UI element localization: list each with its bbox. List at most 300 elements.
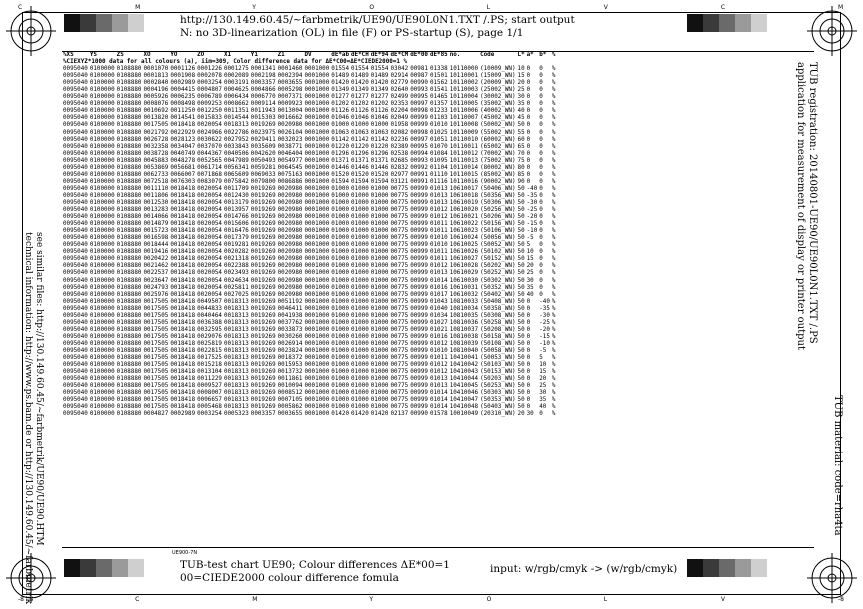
table-cell: 0100000: [89, 164, 115, 171]
table-cell: 0: [526, 129, 531, 136]
table-row: [62, 87, 556, 94]
table-cell: 0026104: [277, 129, 303, 136]
table-cell: %: [551, 256, 556, 263]
table-cell: 0095040: [63, 178, 88, 185]
table-cell: (35002_WN): [480, 101, 516, 108]
table-cell: 0095040: [63, 136, 88, 143]
column-header: Y1: [250, 52, 258, 58]
table-cell: 0100000: [89, 404, 115, 411]
table-row: [62, 221, 556, 228]
table-row: [62, 165, 556, 172]
table-cell: 0018418: [170, 122, 196, 129]
table-cell: 0095040: [63, 326, 88, 333]
table-cell: 0: [526, 347, 531, 354]
table-cell: 0108880: [116, 277, 142, 284]
table-cell: 0021792: [143, 129, 169, 136]
table-cell: 0095040: [63, 277, 88, 284]
table-cell: 0020054: [197, 291, 222, 298]
table-cell: 0017505: [143, 319, 169, 326]
table-cell: 01371: [351, 157, 369, 164]
table-cell: 01000: [331, 362, 350, 369]
table-cell: 00775: [390, 312, 409, 319]
gray-patch: [703, 559, 719, 577]
table-cell: 0004807: [197, 87, 222, 94]
table-cell: 0020422: [143, 256, 169, 263]
table-cell: (25002_WN): [480, 87, 516, 94]
table-cell: 0108880: [116, 256, 142, 263]
table-cell: 0018313: [223, 404, 249, 411]
table-cell: 0095040: [63, 362, 88, 369]
table-cell: 0095040: [63, 122, 88, 129]
table-cell: 50: [517, 305, 525, 312]
table-cell: 0018418: [170, 207, 196, 214]
table-cell: 00999: [410, 185, 428, 192]
table-cell: (50356_WN): [480, 192, 516, 199]
table-cell: 01000: [370, 333, 389, 340]
table-cell: 01013: [429, 376, 448, 383]
table-cell: 50: [517, 270, 525, 277]
table-cell: 01277: [351, 94, 369, 101]
table-cell: 15: [526, 256, 534, 263]
table-cell: 0: [539, 221, 543, 228]
table-cell: 0011806: [143, 192, 169, 199]
table-cell: 01011: [429, 228, 448, 235]
table-cell: 0108880: [116, 136, 142, 143]
table-cell: 03042: [390, 66, 409, 73]
gray-patch: [112, 559, 128, 577]
table-cell: 0095040: [63, 115, 88, 122]
table-cell: 0100000: [89, 73, 115, 80]
table-cell: 0108880: [116, 333, 142, 340]
table-cell: 0021462: [143, 263, 169, 270]
table-cell: 0018418: [170, 242, 196, 249]
table-cell: 00999: [410, 383, 428, 390]
table-cell: 0: [526, 66, 531, 73]
table-cell: 0108880: [116, 305, 142, 312]
table-cell: 0025976: [143, 291, 169, 298]
table-cell: %: [551, 390, 556, 397]
table-cell: 01013: [429, 270, 448, 277]
table-row: [62, 362, 556, 369]
table-cell: 01554: [351, 66, 369, 73]
table-cell: 10610020: [449, 207, 479, 214]
table-cell: 50: [517, 298, 525, 305]
table-row: [62, 66, 556, 73]
table-cell: 0020054: [197, 199, 222, 206]
table-cell: 00990: [410, 80, 428, 87]
table-cell: 90: [517, 178, 525, 185]
table-cell: 00999: [410, 277, 428, 284]
table-cell: 10110005: [449, 101, 479, 108]
table-cell: 00775: [390, 270, 409, 277]
table-cell: 10: [526, 249, 534, 256]
table-cell: 0009114: [250, 101, 276, 108]
table-cell: 0100000: [89, 291, 115, 298]
table-cell: 0019269: [250, 362, 276, 369]
table-cell: 0007371: [277, 94, 303, 101]
table-cell: 0001000: [304, 242, 330, 249]
table-cell: 35: [517, 101, 525, 108]
table-cell: 0100000: [89, 87, 115, 94]
footer-line-2: 00=CIEDE2000 colour difference fomula: [180, 572, 399, 584]
table-cell: 0019269: [250, 284, 276, 291]
table-cell: 00999: [410, 270, 428, 277]
tick-label: M: [838, 4, 844, 11]
table-cell: -20: [539, 326, 550, 333]
table-cell: 0100000: [89, 319, 115, 326]
gray-patch: [112, 14, 128, 32]
table-cell: 10110002: [449, 80, 479, 87]
table-cell: 0001000: [304, 136, 330, 143]
table-cell: 0006235: [170, 94, 196, 101]
table-cell: 0001000: [304, 129, 330, 136]
table-cell: 0020980: [277, 185, 303, 192]
table-cell: 01084: [429, 150, 448, 157]
table-cell: 00999: [410, 228, 428, 235]
table-cell: 50: [517, 199, 525, 206]
table-cell: %: [551, 249, 556, 256]
table-cell: 0018313: [223, 333, 249, 340]
table-cell: 0100000: [89, 185, 115, 192]
table-cell: -10: [539, 340, 550, 347]
table-cell: 0015723: [143, 228, 169, 235]
table-cell: 01000: [331, 319, 350, 326]
table-cell: 0020054: [197, 207, 222, 214]
column-header: dE*85: [429, 52, 448, 58]
table-cell: %: [551, 305, 556, 312]
table-cell: 0018418: [170, 192, 196, 199]
table-cell: 0020980: [277, 256, 303, 263]
table-cell: 0019269: [250, 221, 276, 228]
table-cell: 0: [539, 277, 543, 284]
table-cell: 50: [517, 249, 525, 256]
left-side-line-2: technical information: http://www.ps.bam.de or http://130.149.60.45/~farbmetrik: [23, 232, 33, 605]
table-cell: 0001000: [304, 390, 330, 397]
table-cell: 00999: [410, 369, 428, 376]
table-cell: -40: [539, 298, 550, 305]
table-cell: 01000: [351, 214, 369, 221]
table-cell: 0018418: [170, 312, 196, 319]
table-cell: 01000: [351, 242, 369, 249]
table-cell: 0001908: [170, 73, 196, 80]
table-cell: 0056341: [223, 164, 249, 171]
table-cell: 00775: [390, 192, 409, 199]
table-cell: (50403_WN): [480, 404, 516, 411]
footer-caption: [180, 559, 450, 585]
table-cell: 50: [517, 383, 525, 390]
table-cell: 01011: [429, 355, 448, 362]
table-cell: 01000: [370, 235, 389, 242]
table-cell: 10610024: [449, 235, 479, 242]
tick-label: -8: [18, 596, 24, 603]
table-cell: 0108880: [116, 242, 142, 249]
table-cell: 10610025: [449, 242, 479, 249]
table-cell: 0100000: [89, 383, 115, 390]
table-cell: 01000: [351, 319, 369, 326]
table-cell: 0018418: [170, 214, 196, 221]
table-cell: 01000: [351, 122, 369, 129]
table-cell: 50: [517, 376, 525, 383]
footer-line-1: TUB-test chart UE90; Colour differences ΔE*00=1: [180, 559, 450, 571]
table-cell: 0018313: [223, 319, 249, 326]
table-cell: (50153_WN): [480, 369, 516, 376]
table-cell: 0001000: [304, 122, 330, 129]
table-cell: 0: [526, 312, 531, 319]
table-cell: %: [551, 164, 556, 171]
table-cell: 0020054: [197, 249, 222, 256]
table-cell: (30002_WN): [480, 94, 516, 101]
table-cell: 0100000: [89, 376, 115, 383]
column-header: ZO: [197, 52, 205, 58]
table-cell: 01420: [331, 411, 350, 418]
gray-patch: [751, 14, 767, 32]
table-cell: 01000: [331, 298, 350, 305]
table-cell: 00775: [390, 291, 409, 298]
table-caption-row: [62, 59, 556, 66]
table-cell: 01000: [351, 235, 369, 242]
table-cell: 50: [517, 390, 525, 397]
table-cell: 0004625: [223, 87, 249, 94]
table-cell: %: [551, 171, 556, 178]
table-cell: 0017505: [143, 376, 169, 383]
table-cell: 01000: [370, 369, 389, 376]
table-cell: 0001000: [304, 298, 330, 305]
table-cell: 0001000: [304, 376, 330, 383]
table-cell: 01000: [370, 242, 389, 249]
table-cell: %: [551, 319, 556, 326]
registration-mark-top-right: [807, 6, 857, 56]
table-cell: 25: [539, 383, 547, 390]
table-cell: 0001000: [304, 164, 330, 171]
table-cell: 0017505: [143, 369, 169, 376]
table-row: [62, 320, 556, 327]
table-cell: 0108880: [116, 312, 142, 319]
table-cell: 0024966: [197, 129, 222, 136]
table-cell: 00999: [410, 312, 428, 319]
table-cell: %: [551, 277, 556, 284]
table-cell: 0: [526, 369, 531, 376]
tick-label: V: [720, 596, 725, 603]
table-cell: 0108880: [116, 87, 142, 94]
table-cell: 0108880: [116, 80, 142, 87]
table-cell: 01296: [370, 150, 389, 157]
table-cell: 0021318: [223, 256, 249, 263]
table-cell: 0001000: [304, 355, 330, 362]
table-cell: %: [551, 73, 556, 80]
table-cell: 00775: [390, 185, 409, 192]
table-cell: 10110007: [449, 115, 479, 122]
table-cell: 10110004: [449, 94, 479, 101]
table-cell: 00775: [390, 199, 409, 206]
table-cell: 0019269: [250, 347, 276, 354]
table-cell: 0095040: [63, 340, 88, 347]
table-cell: 01594: [351, 178, 369, 185]
table-cell: 0020054: [197, 277, 222, 284]
table-cell: 0095040: [63, 390, 88, 397]
column-header: a*: [526, 52, 534, 58]
table-cell: 0019269: [250, 404, 276, 411]
table-cell: 0042620: [250, 150, 276, 157]
table-cell: 0095040: [63, 235, 88, 242]
table-cell: 20: [539, 376, 547, 383]
table-cell: 15: [539, 369, 547, 376]
table-row: [62, 278, 556, 285]
table-cell: 01000: [351, 347, 369, 354]
table-cell: 01000: [370, 390, 389, 397]
table-cell: 0001000: [304, 87, 330, 94]
table-cell: 01012: [429, 362, 448, 369]
table-cell: 0018418: [170, 185, 196, 192]
table-cell: 01000: [370, 305, 389, 312]
table-cell: (50056_WN): [480, 235, 516, 242]
table-cell: 10410042: [449, 362, 479, 369]
table-cell: 0018418: [170, 221, 196, 228]
table-cell: 0: [539, 66, 543, 73]
table-row: [62, 101, 556, 108]
table-cell: 0: [539, 228, 543, 235]
table-cell: 0086886: [277, 178, 303, 185]
table-cell: 0: [539, 101, 543, 108]
table-cell: 0018418: [170, 347, 196, 354]
column-header: YS: [89, 52, 97, 58]
table-cell: 10410041: [449, 355, 479, 362]
table-cell: 0059281: [250, 164, 276, 171]
table-cell: 0018313: [223, 355, 249, 362]
table-cell: 0: [526, 376, 531, 383]
table-cell: 0: [526, 305, 531, 312]
table-cell: 0001000: [304, 362, 330, 369]
table-cell: 02353: [390, 101, 409, 108]
table-cell: 0100000: [89, 66, 115, 73]
table-cell: 01000: [370, 319, 389, 326]
table-cell: 60: [517, 136, 525, 143]
table-cell: 0019269: [250, 270, 276, 277]
table-cell: 01000: [331, 214, 350, 221]
table-cell: 01000: [351, 362, 369, 369]
table-cell: 01142: [370, 136, 389, 143]
table-cell: 01520: [370, 171, 389, 178]
table-cell: 0061714: [197, 164, 222, 171]
table-cell: 0003191: [223, 80, 249, 87]
tick-label: Y: [252, 4, 256, 11]
table-cell: 0018418: [170, 284, 196, 291]
table-cell: -10: [526, 228, 538, 235]
table-cell: 0019269: [250, 263, 276, 270]
table-cell: 10610030: [449, 277, 479, 284]
table-cell: 10410046: [449, 390, 479, 397]
table-cell: 01000: [351, 333, 369, 340]
table-row: [62, 397, 556, 404]
table-cell: 0035609: [250, 143, 276, 150]
table-cell: 0029411: [250, 136, 276, 143]
table-cell: 0014766: [223, 214, 249, 221]
table-cell: 0100000: [89, 115, 115, 122]
table-cell: 00775: [390, 249, 409, 256]
table-cell: %: [551, 326, 556, 333]
table-cell: 0014879: [143, 221, 169, 228]
table-cell: %: [551, 214, 556, 221]
table-cell: (50308_WN): [480, 312, 516, 319]
column-header: dE*ab: [331, 52, 350, 58]
table-cell: 01489: [370, 73, 389, 80]
table-cell: 00999: [410, 235, 428, 242]
table-cell: (50052_WN): [480, 242, 516, 249]
table-cell: 0095040: [63, 94, 88, 101]
table-cell: 10610028: [449, 263, 479, 270]
table-cell: 01040: [429, 305, 448, 312]
table-cell: 0002198: [250, 73, 276, 80]
table-cell: 0019269: [250, 199, 276, 206]
table-cell: 0: [539, 185, 543, 192]
table-cell: 0108880: [116, 108, 142, 115]
table-cell: 50: [517, 397, 525, 404]
table-cell: 40: [517, 108, 525, 115]
table-cell: 01000: [370, 291, 389, 298]
table-cell: 01958: [390, 122, 409, 129]
table-cell: 01233: [429, 108, 448, 115]
table-cell: 01017: [429, 291, 448, 298]
table-cell: 0018418: [170, 326, 196, 333]
table-cell: 50: [517, 185, 525, 192]
table-cell: 0001000: [304, 207, 330, 214]
table-cell: (50206_WN): [480, 214, 516, 221]
table-cell: 0108880: [116, 171, 142, 178]
table-cell: 0019416: [143, 249, 169, 256]
table-cell: 0037762: [277, 319, 303, 326]
table-cell: 0100000: [89, 249, 115, 256]
table-cell: 00775: [390, 319, 409, 326]
table-cell: 01578: [429, 411, 448, 418]
gray-patch: [80, 14, 96, 32]
table-cell: 10810040: [449, 347, 479, 354]
table-cell: 00999: [410, 284, 428, 291]
table-cell: 0034047: [170, 143, 196, 150]
gray-patch: [735, 559, 751, 577]
table-cell: 02082: [390, 129, 409, 136]
gray-patch: [64, 14, 80, 32]
table-cell: 00775: [390, 355, 409, 362]
table-cell: 30: [526, 411, 534, 418]
table-cell: 0020054: [197, 192, 222, 199]
tick-label: -8: [838, 596, 844, 603]
table-cell: 0009253: [197, 101, 222, 108]
table-cell: 0019269: [250, 312, 276, 319]
table-cell: 0001000: [304, 73, 330, 80]
table-cell: 01043: [429, 298, 448, 305]
table-cell: 00775: [390, 277, 409, 284]
table-cell: 0095040: [63, 298, 88, 305]
table-row: [62, 341, 556, 348]
table-cell: 0003357: [250, 411, 276, 418]
table-cell: 0016662: [277, 115, 303, 122]
table-cell: %: [551, 157, 556, 164]
table-cell: 0095040: [63, 263, 88, 270]
table-cell: 0108880: [116, 369, 142, 376]
table-cell: %: [551, 101, 556, 108]
table-cell: %: [551, 411, 556, 418]
table-cell: 0095040: [63, 270, 88, 277]
table-cell: 01000: [351, 326, 369, 333]
table-cell: 01012: [429, 207, 448, 214]
tick-label: V: [603, 4, 608, 11]
table-row: [62, 306, 556, 313]
table-cell: 01000: [331, 263, 350, 270]
table-cell: (60002_WN): [480, 136, 516, 143]
table-cell: 01489: [351, 73, 369, 80]
table-cell: 0100000: [89, 94, 115, 101]
table-cell: 0: [526, 362, 531, 369]
column-header: L*: [517, 52, 525, 58]
